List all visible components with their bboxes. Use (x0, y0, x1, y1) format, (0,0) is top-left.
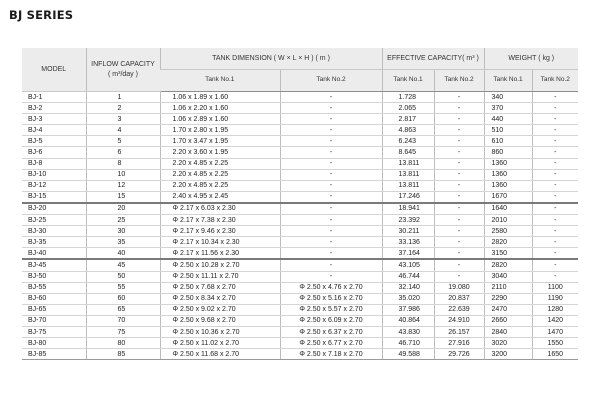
cell-tank1-weight: 3200 (484, 349, 532, 360)
table-row (22, 103, 578, 114)
cell-tank1-dimension: 2.20 x 4.85 x 2.25 (160, 180, 280, 191)
cell-tank1-dimension: Φ 2.50 x 11.68 x 2.70 (160, 349, 280, 360)
cell-tank1-capacity: 6.243 (382, 136, 434, 147)
cell-tank1-capacity: 49.588 (382, 349, 434, 360)
cell-tank1-dimension: Φ 2.50 x 7.68 x 2.70 (160, 282, 280, 293)
cell-tank1-capacity: 1.728 (382, 92, 434, 103)
table-row (22, 180, 578, 191)
table-row (22, 315, 578, 326)
table-row (22, 215, 578, 226)
cell-tank1-capacity: 2.817 (382, 114, 434, 125)
header-tank-dim-no2: Tank No.2 (280, 70, 382, 92)
header-inflow-line2: ( m³/day ) (108, 70, 138, 78)
cell-tank1-weight: 2010 (484, 215, 532, 226)
cell-inflow: 4 (86, 125, 160, 136)
cell-inflow: 10 (86, 169, 160, 180)
table-row (22, 158, 578, 169)
cell-tank2-dimension: - (280, 136, 382, 147)
table-row (22, 147, 578, 158)
cell-tank2-weight: - (532, 125, 578, 136)
cell-tank1-capacity: 13.811 (382, 169, 434, 180)
table-row (22, 114, 578, 125)
cell-tank2-weight: - (532, 259, 578, 271)
cell-inflow: 8 (86, 158, 160, 169)
cell-inflow: 50 (86, 271, 160, 282)
cell-tank1-capacity: 43.830 (382, 326, 434, 337)
cell-tank2-capacity: - (434, 215, 484, 226)
cell-inflow: 40 (86, 248, 160, 260)
cell-tank1-capacity: 33.136 (382, 237, 434, 248)
cell-inflow: 85 (86, 349, 160, 360)
header-effective-capacity: EFFECTIVE CAPACITY( m³ ) (382, 48, 484, 70)
cell-model: BJ-12 (22, 180, 86, 191)
cell-model: BJ-75 (22, 326, 86, 337)
table-row (22, 226, 578, 237)
cell-model: BJ-85 (22, 349, 86, 360)
table-row (22, 191, 578, 203)
cell-model: BJ-70 (22, 315, 86, 326)
cell-model: BJ-3 (22, 114, 86, 125)
cell-inflow: 15 (86, 191, 160, 203)
cell-tank1-dimension: 2.20 x 4.85 x 2.25 (160, 158, 280, 169)
cell-tank2-dimension: - (280, 259, 382, 271)
table-row (22, 169, 578, 180)
cell-tank1-dimension: 1.70 x 3.47 x 1.95 (160, 136, 280, 147)
cell-inflow: 1 (86, 92, 160, 103)
cell-model: BJ-8 (22, 158, 86, 169)
cell-tank2-capacity: 19.080 (434, 282, 484, 293)
cell-tank1-weight: 2290 (484, 293, 532, 304)
series-title: BJ SERIES (9, 8, 74, 22)
header-inflow (86, 48, 160, 92)
cell-tank1-capacity: 46.744 (382, 271, 434, 282)
cell-tank2-capacity: 26.157 (434, 326, 484, 337)
cell-tank2-capacity: 27.916 (434, 338, 484, 349)
table-row (22, 271, 578, 282)
table-row (22, 326, 578, 337)
cell-tank2-weight: - (532, 271, 578, 282)
cell-inflow: 45 (86, 259, 160, 271)
cell-tank1-dimension: 1.70 x 2.80 x 1.95 (160, 125, 280, 136)
table-row (22, 338, 578, 349)
table-row (22, 304, 578, 315)
cell-tank1-capacity: 32.140 (382, 282, 434, 293)
cell-model: BJ-4 (22, 125, 86, 136)
cell-tank1-dimension: 1.06 x 2.89 x 1.60 (160, 114, 280, 125)
table-row (22, 203, 578, 215)
cell-tank1-capacity: 4.863 (382, 125, 434, 136)
cell-tank1-dimension: 1.06 x 1.89 x 1.60 (160, 92, 280, 103)
table-row (22, 237, 578, 248)
table-row (22, 92, 578, 103)
header-eff-no1: Tank No.1 (382, 70, 434, 92)
cell-tank1-weight: 2820 (484, 237, 532, 248)
cell-tank2-dimension: - (280, 203, 382, 215)
cell-tank2-weight: 1100 (532, 282, 578, 293)
cell-tank2-capacity: - (434, 237, 484, 248)
cell-model: BJ-10 (22, 169, 86, 180)
cell-model: BJ-30 (22, 226, 86, 237)
cell-model: BJ-25 (22, 215, 86, 226)
cell-tank2-weight: - (532, 248, 578, 260)
cell-tank2-weight: - (532, 180, 578, 191)
header-tank-dim-no1: Tank No.1 (160, 70, 280, 92)
cell-tank2-weight: - (532, 191, 578, 203)
cell-tank2-capacity: - (434, 248, 484, 260)
cell-tank2-capacity: 22.639 (434, 304, 484, 315)
cell-tank2-capacity: - (434, 136, 484, 147)
cell-tank2-weight: 1470 (532, 326, 578, 337)
cell-tank1-weight: 860 (484, 147, 532, 158)
cell-inflow: 55 (86, 282, 160, 293)
cell-tank2-capacity: - (434, 103, 484, 114)
cell-tank1-dimension: 2.20 x 4.85 x 2.25 (160, 169, 280, 180)
cell-tank1-weight: 3150 (484, 248, 532, 260)
cell-model: BJ-6 (22, 147, 86, 158)
cell-tank1-dimension: Φ 2.17 x 6.03 x 2.30 (160, 203, 280, 215)
cell-tank2-weight: - (532, 103, 578, 114)
cell-tank2-weight: - (532, 203, 578, 215)
table-row (22, 125, 578, 136)
cell-tank1-capacity: 35.020 (382, 293, 434, 304)
spec-table (22, 48, 578, 360)
cell-tank1-weight: 1360 (484, 169, 532, 180)
cell-inflow: 80 (86, 338, 160, 349)
cell-tank2-dimension: - (280, 92, 382, 103)
header-model: MODEL (22, 48, 86, 92)
cell-tank1-dimension: Φ 2.50 x 9.02 x 2.70 (160, 304, 280, 315)
table-row (22, 293, 578, 304)
cell-tank1-capacity: 8.645 (382, 147, 434, 158)
cell-tank1-weight: 1640 (484, 203, 532, 215)
cell-tank2-capacity: - (434, 114, 484, 125)
cell-tank2-dimension: Φ 2.50 x 6.09 x 2.70 (280, 315, 382, 326)
cell-model: BJ-45 (22, 259, 86, 271)
cell-tank1-weight: 340 (484, 92, 532, 103)
cell-model: BJ-20 (22, 203, 86, 215)
cell-inflow: 70 (86, 315, 160, 326)
cell-tank2-capacity: 20.837 (434, 293, 484, 304)
cell-inflow: 60 (86, 293, 160, 304)
cell-model: BJ-60 (22, 293, 86, 304)
cell-model: BJ-55 (22, 282, 86, 293)
cell-tank2-weight: 1550 (532, 338, 578, 349)
cell-tank1-capacity: 43.105 (382, 259, 434, 271)
table-row (22, 282, 578, 293)
cell-inflow: 75 (86, 326, 160, 337)
cell-tank2-dimension: - (280, 147, 382, 158)
cell-tank1-dimension: Φ 2.50 x 8.34 x 2.70 (160, 293, 280, 304)
cell-tank1-weight: 1360 (484, 180, 532, 191)
table-row (22, 349, 578, 360)
cell-tank2-capacity: - (434, 147, 484, 158)
cell-tank2-weight: 1650 (532, 349, 578, 360)
cell-tank2-capacity: - (434, 158, 484, 169)
table-row (22, 259, 578, 271)
cell-model: BJ-5 (22, 136, 86, 147)
cell-inflow: 2 (86, 103, 160, 114)
cell-tank2-dimension: - (280, 169, 382, 180)
cell-tank1-dimension: 2.40 x 4.95 x 2.45 (160, 191, 280, 203)
header-weight-no1: Tank No.1 (484, 70, 532, 92)
cell-tank2-weight: - (532, 136, 578, 147)
cell-inflow: 5 (86, 136, 160, 147)
cell-inflow: 3 (86, 114, 160, 125)
cell-tank2-weight: - (532, 92, 578, 103)
table-row (22, 248, 578, 260)
cell-tank1-weight: 2580 (484, 226, 532, 237)
cell-tank1-weight: 1670 (484, 191, 532, 203)
cell-tank1-capacity: 40.864 (382, 315, 434, 326)
cell-tank2-capacity: - (434, 259, 484, 271)
cell-tank2-dimension: - (280, 180, 382, 191)
cell-tank2-weight: - (532, 226, 578, 237)
header-weight-no2: Tank No.2 (532, 70, 578, 92)
cell-tank1-capacity: 2.065 (382, 103, 434, 114)
table-row (22, 136, 578, 147)
cell-inflow: 12 (86, 180, 160, 191)
header-weight: WEIGHT ( kg ) (484, 48, 578, 70)
cell-tank2-capacity: 29.726 (434, 349, 484, 360)
cell-tank1-dimension: 1.06 x 2.20 x 1.60 (160, 103, 280, 114)
cell-inflow: 35 (86, 237, 160, 248)
cell-tank1-dimension: Φ 2.17 x 10.34 x 2.30 (160, 237, 280, 248)
cell-tank2-dimension: Φ 2.50 x 7.18 x 2.70 (280, 349, 382, 360)
cell-tank1-weight: 2820 (484, 259, 532, 271)
cell-tank2-weight: - (532, 147, 578, 158)
cell-tank2-capacity: - (434, 180, 484, 191)
cell-tank2-weight: 1420 (532, 315, 578, 326)
cell-tank1-dimension: Φ 2.17 x 9.46 x 2.30 (160, 226, 280, 237)
cell-tank1-weight: 370 (484, 103, 532, 114)
cell-tank1-dimension: Φ 2.17 x 7.38 x 2.30 (160, 215, 280, 226)
cell-model: BJ-1 (22, 92, 86, 103)
cell-tank1-weight: 2470 (484, 304, 532, 315)
cell-tank1-capacity: 37.164 (382, 248, 434, 260)
cell-tank1-weight: 2110 (484, 282, 532, 293)
cell-tank2-dimension: Φ 2.50 x 4.76 x 2.70 (280, 282, 382, 293)
cell-tank2-weight: - (532, 114, 578, 125)
cell-tank1-weight: 1360 (484, 158, 532, 169)
cell-tank2-dimension: - (280, 226, 382, 237)
table-body (22, 92, 578, 360)
cell-tank2-dimension: - (280, 248, 382, 260)
cell-tank2-capacity: - (434, 169, 484, 180)
header-inflow-line1: INFLOW CAPACITY (91, 60, 155, 68)
cell-tank2-weight: 1280 (532, 304, 578, 315)
cell-tank2-capacity: 24.910 (434, 315, 484, 326)
cell-tank1-capacity: 37.986 (382, 304, 434, 315)
header-eff-no2: Tank No.2 (434, 70, 484, 92)
cell-tank1-capacity: 13.811 (382, 158, 434, 169)
cell-tank2-weight: 1190 (532, 293, 578, 304)
cell-tank1-dimension: Φ 2.50 x 10.36 x 2.70 (160, 326, 280, 337)
cell-tank2-dimension: - (280, 103, 382, 114)
cell-tank1-capacity: 13.811 (382, 180, 434, 191)
cell-inflow: 6 (86, 147, 160, 158)
cell-tank1-dimension: Φ 2.50 x 9.68 x 2.70 (160, 315, 280, 326)
cell-tank2-dimension: - (280, 114, 382, 125)
cell-inflow: 25 (86, 215, 160, 226)
cell-tank2-capacity: - (434, 203, 484, 215)
cell-tank2-dimension: Φ 2.50 x 6.77 x 2.70 (280, 338, 382, 349)
cell-inflow: 30 (86, 226, 160, 237)
cell-tank2-dimension: Φ 2.50 x 5.57 x 2.70 (280, 304, 382, 315)
cell-tank2-capacity: - (434, 226, 484, 237)
cell-inflow: 65 (86, 304, 160, 315)
cell-tank1-capacity: 30.211 (382, 226, 434, 237)
cell-model: BJ-40 (22, 248, 86, 260)
cell-tank1-dimension: 2.20 x 3.60 x 1.95 (160, 147, 280, 158)
cell-tank2-weight: - (532, 169, 578, 180)
cell-tank1-weight: 3020 (484, 338, 532, 349)
cell-tank1-dimension: Φ 2.50 x 10.28 x 2.70 (160, 259, 280, 271)
cell-tank1-dimension: Φ 2.50 x 11.11 x 2.70 (160, 271, 280, 282)
cell-tank1-capacity: 18.941 (382, 203, 434, 215)
cell-tank1-weight: 2840 (484, 326, 532, 337)
cell-tank1-dimension: Φ 2.50 x 11.02 x 2.70 (160, 338, 280, 349)
cell-model: BJ-65 (22, 304, 86, 315)
cell-tank2-dimension: - (280, 215, 382, 226)
cell-tank1-capacity: 46.710 (382, 338, 434, 349)
table-header (22, 48, 578, 92)
cell-tank2-capacity: - (434, 271, 484, 282)
cell-tank1-weight: 2660 (484, 315, 532, 326)
cell-tank2-dimension: - (280, 125, 382, 136)
cell-tank2-capacity: - (434, 191, 484, 203)
cell-inflow: 20 (86, 203, 160, 215)
cell-tank2-dimension: - (280, 237, 382, 248)
cell-tank2-capacity: - (434, 92, 484, 103)
cell-tank2-weight: - (532, 237, 578, 248)
cell-tank1-weight: 610 (484, 136, 532, 147)
cell-model: BJ-15 (22, 191, 86, 203)
cell-tank2-dimension: Φ 2.50 x 6.37 x 2.70 (280, 326, 382, 337)
cell-tank1-weight: 440 (484, 114, 532, 125)
cell-tank1-weight: 3040 (484, 271, 532, 282)
header-tank-dimension: TANK DIMENSION ( W × L × H ) ( m ) (160, 48, 382, 70)
cell-tank2-capacity: - (434, 125, 484, 136)
cell-tank2-weight: - (532, 215, 578, 226)
cell-model: BJ-2 (22, 103, 86, 114)
cell-tank2-dimension: - (280, 158, 382, 169)
cell-tank2-dimension: - (280, 271, 382, 282)
cell-tank1-capacity: 17.246 (382, 191, 434, 203)
cell-tank1-capacity: 23.392 (382, 215, 434, 226)
cell-model: BJ-80 (22, 338, 86, 349)
cell-tank1-weight: 510 (484, 125, 532, 136)
cell-tank1-dimension: Φ 2.17 x 11.56 x 2.30 (160, 248, 280, 260)
cell-model: BJ-50 (22, 271, 86, 282)
cell-tank2-dimension: Φ 2.50 x 5.16 x 2.70 (280, 293, 382, 304)
cell-tank2-dimension: - (280, 191, 382, 203)
cell-model: BJ-35 (22, 237, 86, 248)
cell-tank2-weight: - (532, 158, 578, 169)
